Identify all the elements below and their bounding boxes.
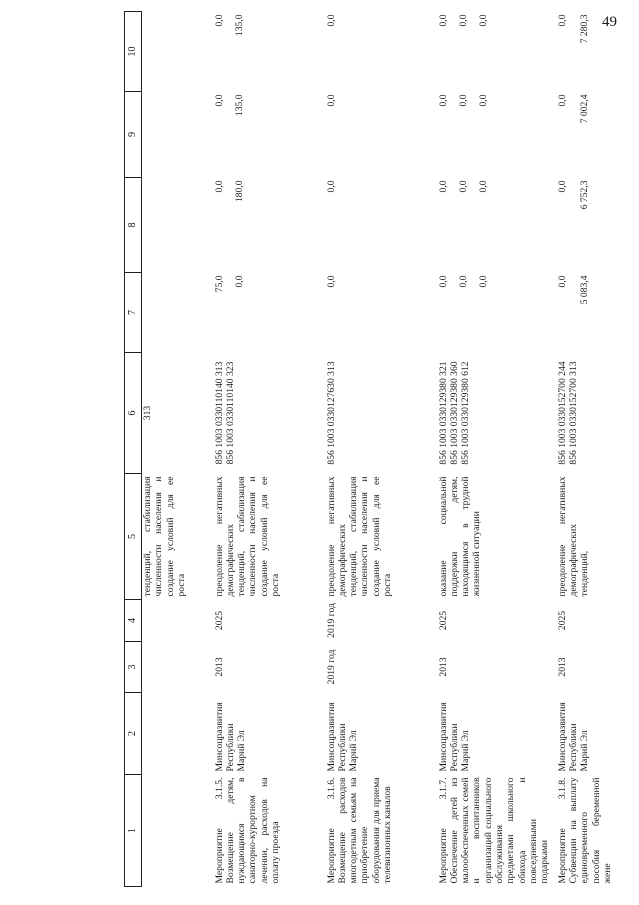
expected-result: преодоление негативных демографических тенденций, стабилизация численности населения и создание условий для ее роста <box>325 476 394 597</box>
value-col9 <box>324 92 436 178</box>
value: 0,0 <box>457 180 469 193</box>
expected-result: преодоление негативных демографических тенденций, стабилизация численности населения и создание условий для ее роста <box>213 476 282 597</box>
executor: Минсоцразвития Республики Марий Эл <box>437 702 472 772</box>
start-year: 2013 <box>437 657 449 677</box>
end-year: 2019 год <box>325 603 337 638</box>
column-number-row <box>125 12 142 887</box>
budget-code: 856 1003 0330129380 360 <box>448 361 460 465</box>
value: 0,0 <box>325 275 337 288</box>
value-col7 <box>324 273 436 353</box>
measure-name: Мероприятие 3.1.5. Возмещение детям, нуждающимся в санаторно-курортном лечении, расходов на оплату проезда <box>213 777 282 884</box>
value: 7 002,4 <box>578 94 590 124</box>
value: 0,0 <box>437 275 449 288</box>
executor: Минсоцразвития Республики Марий Эл <box>213 702 248 772</box>
budget-code-cell <box>324 353 436 474</box>
value: 0,0 <box>556 94 568 107</box>
value: 135,0 <box>233 14 245 37</box>
table-row <box>212 12 324 887</box>
value-col9 <box>212 92 324 178</box>
start-year <box>142 642 212 693</box>
value: 0,0 <box>457 94 469 107</box>
expected-result: преодоление негативных демографических тенденций, <box>556 476 591 597</box>
start-year: 2013 <box>556 657 568 677</box>
budget-code-cell <box>212 353 324 474</box>
value: 0,0 <box>325 94 337 107</box>
value: 0,0 <box>478 275 490 288</box>
value: 7 280,3 <box>578 14 590 44</box>
end-year <box>142 600 212 642</box>
value: 6 752,3 <box>578 180 590 210</box>
value-col7 <box>436 273 555 353</box>
value: 0,0 <box>233 275 245 288</box>
value-col7 <box>555 273 618 353</box>
value: 0,0 <box>437 14 449 27</box>
end-year: 2025 <box>556 610 568 631</box>
budget-code-cell <box>436 353 555 474</box>
column-number: 1 <box>125 775 142 887</box>
value-col10 <box>436 12 555 92</box>
column-number: 9 <box>125 92 142 178</box>
value: 180,0 <box>233 180 245 203</box>
column-number: 5 <box>125 474 142 600</box>
value-col9 <box>555 92 618 178</box>
value: 0,0 <box>213 180 225 193</box>
column-number: 2 <box>125 693 142 775</box>
value-col8 <box>555 178 618 273</box>
table-row <box>142 12 212 887</box>
value: 0,0 <box>457 14 469 27</box>
value: 0,0 <box>437 180 449 193</box>
value-col9 <box>436 92 555 178</box>
measure-name: Мероприятие 3.1.8. Субвенции на выплату единовременного пособия беременной жене <box>556 777 613 884</box>
value: 0,0 <box>478 94 490 107</box>
column-number: 6 <box>125 353 142 474</box>
value: 0,0 <box>325 180 337 193</box>
value-col10 <box>212 12 324 92</box>
budget-code: 856 1003 0330110140 313 <box>213 361 225 465</box>
budget-code: 856 1003 0330152700 313 <box>567 361 579 465</box>
value: 0,0 <box>478 180 490 193</box>
column-number: 3 <box>125 642 142 693</box>
start-year: 2019 год <box>325 649 337 685</box>
value-col10 <box>324 12 436 92</box>
column-number: 8 <box>125 178 142 273</box>
column-number: 4 <box>125 600 142 642</box>
value: 0,0 <box>478 14 490 27</box>
value-col8 <box>436 178 555 273</box>
expected-result: тенденций, стабилизация численности населения и создание условий для ее роста <box>142 476 187 597</box>
value: 0,0 <box>213 94 225 107</box>
table-row <box>555 12 618 887</box>
start-year: 2013 <box>213 657 225 677</box>
program-measures-table <box>124 11 617 887</box>
value: 0,0 <box>556 275 568 288</box>
budget-code: 856 1003 0330127630 313 <box>325 361 337 465</box>
budget-code: 856 1003 0330110140 323 <box>224 361 236 465</box>
budget-code: 856 1003 0330152700 244 <box>556 361 568 465</box>
value-col8 <box>212 178 324 273</box>
column-number: 10 <box>125 12 142 92</box>
value-col8 <box>324 178 436 273</box>
executor: Минсоцразвития Республики Марий Эл <box>556 702 591 772</box>
budget-code-cell <box>142 353 212 474</box>
value: 75,0 <box>213 275 225 293</box>
value: 0,0 <box>213 14 225 27</box>
value: 135,0 <box>233 94 245 117</box>
value: 0,0 <box>556 180 568 193</box>
table-row <box>324 12 436 887</box>
column-number: 7 <box>125 273 142 353</box>
page-number: 49 <box>602 14 617 30</box>
value-col10 <box>555 12 618 92</box>
measure-name: Мероприятие 3.1.7. Обеспечение детей из малообеспеченных семей и воспитанников организаций социального обслуживания предметами школьного обихода и повседневными подарками <box>437 777 551 884</box>
executor: Минсоцразвития Республики Марий Эл <box>325 702 360 772</box>
budget-code: 313 <box>142 405 153 421</box>
table-row <box>436 12 555 887</box>
value: 0,0 <box>325 14 337 27</box>
value-col7 <box>212 273 324 353</box>
value: 0,0 <box>457 275 469 288</box>
measure-name <box>142 775 212 887</box>
executor <box>142 693 212 775</box>
budget-code: 856 1003 0330129380 321 <box>437 361 449 465</box>
end-year: 2025 <box>213 610 225 631</box>
value: 0,0 <box>437 94 449 107</box>
budget-code-cell <box>555 353 618 474</box>
end-year: 2025 <box>437 610 449 631</box>
budget-code: 856 1003 0330129380 612 <box>460 361 472 465</box>
value: 0,0 <box>556 14 568 27</box>
expected-result: оказание социальной поддержки детям, находящимся в трудной жизненной ситуации <box>437 476 483 597</box>
measure-name: Мероприятие 3.1.6. Возмещение расходов многодетным семьям на приобретение оборудования для приема телевизионных каналов <box>325 777 394 884</box>
value: 5 083,4 <box>578 275 590 305</box>
